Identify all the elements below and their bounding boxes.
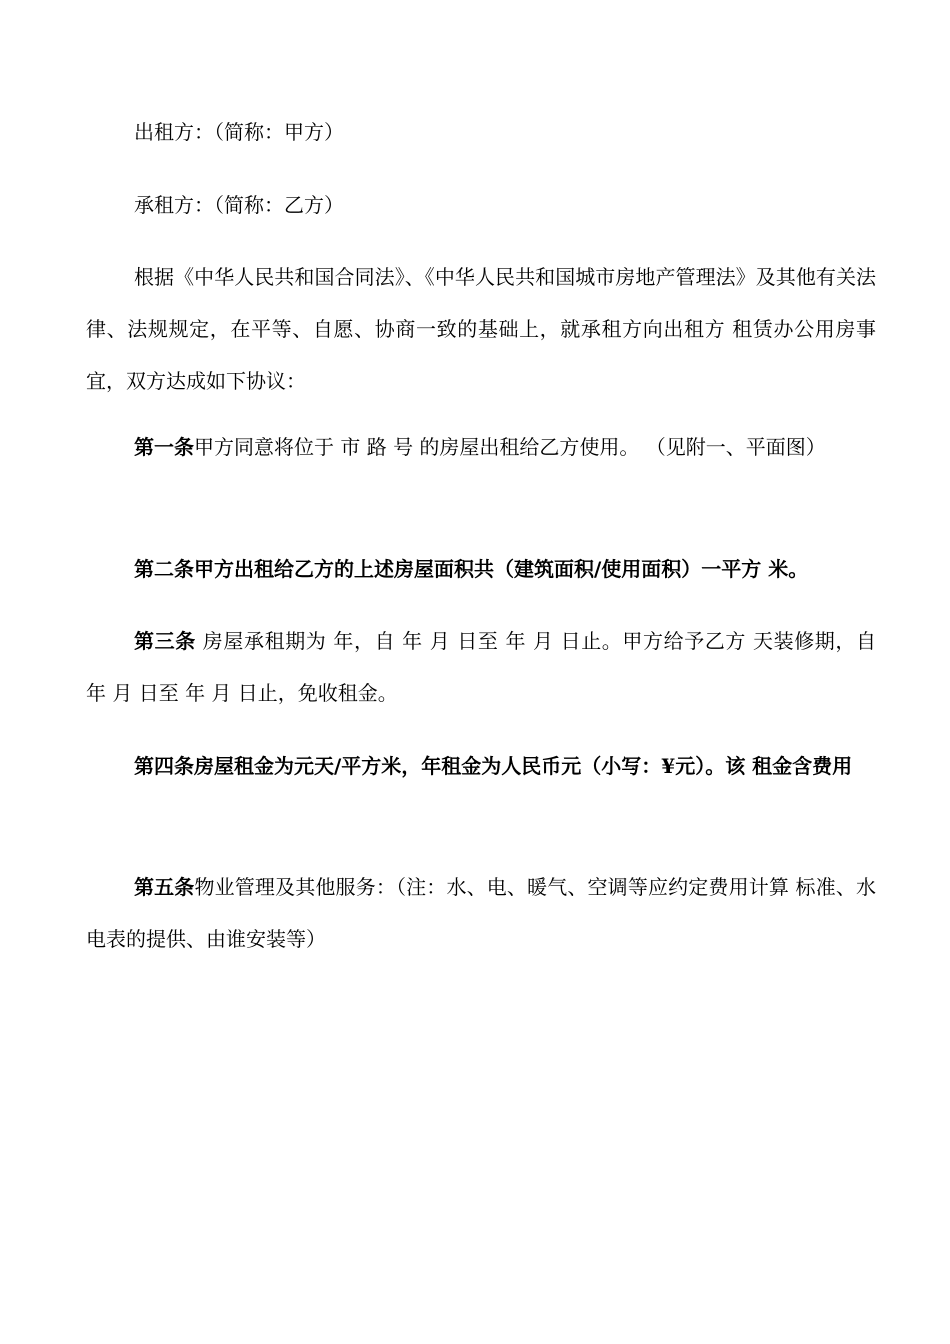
article-3-paragraph	[86, 615, 876, 719]
lessee-line: 承租方：（简称：乙方）	[134, 193, 344, 217]
preamble-paragraph: 根据《中华人民共和国合同法》、《中华人民共和国城市房地产管理法》及其他有关法律、法规规定，在平等、自愿、协商一致的基础上，就承租方向出租方 租赁办公用房事宜，双方达成如下协议：	[86, 265, 876, 393]
article-3-body: 房屋承租期为 年，自 年 月 日至 年 月 日止。甲方给予乙方 天装修期，自 年 月 日至 年 月 日止，免收租金。	[86, 629, 877, 705]
article-4-paragraph: 第四条房屋租金为元天/平方米，年租金为人民币元（小写：¥元）。该 租金含费用	[134, 754, 853, 778]
article-2-paragraph: 第二条甲方出租给乙方的上述房屋面积共（建筑面积/使用面积）一平方 米。	[134, 557, 809, 581]
article-5-body: 物业管理及其他服务：（注：水、电、暖气、空调等应约定费用计算 标准、水电表的提供、由谁安装等）	[86, 875, 877, 951]
article-1-paragraph	[86, 421, 876, 473]
article-3-heading: 第三条	[134, 629, 196, 653]
article-1-heading: 第一条	[134, 435, 194, 459]
article-5-heading: 第五条	[134, 875, 195, 899]
lessor-line: 出租方：（简称：甲方）	[134, 120, 344, 144]
article-1-body: 甲方同意将位于 市 路 号 的房屋出租给乙方使用。 （见附一、平面图）	[194, 435, 826, 459]
article-5-paragraph	[86, 861, 876, 965]
